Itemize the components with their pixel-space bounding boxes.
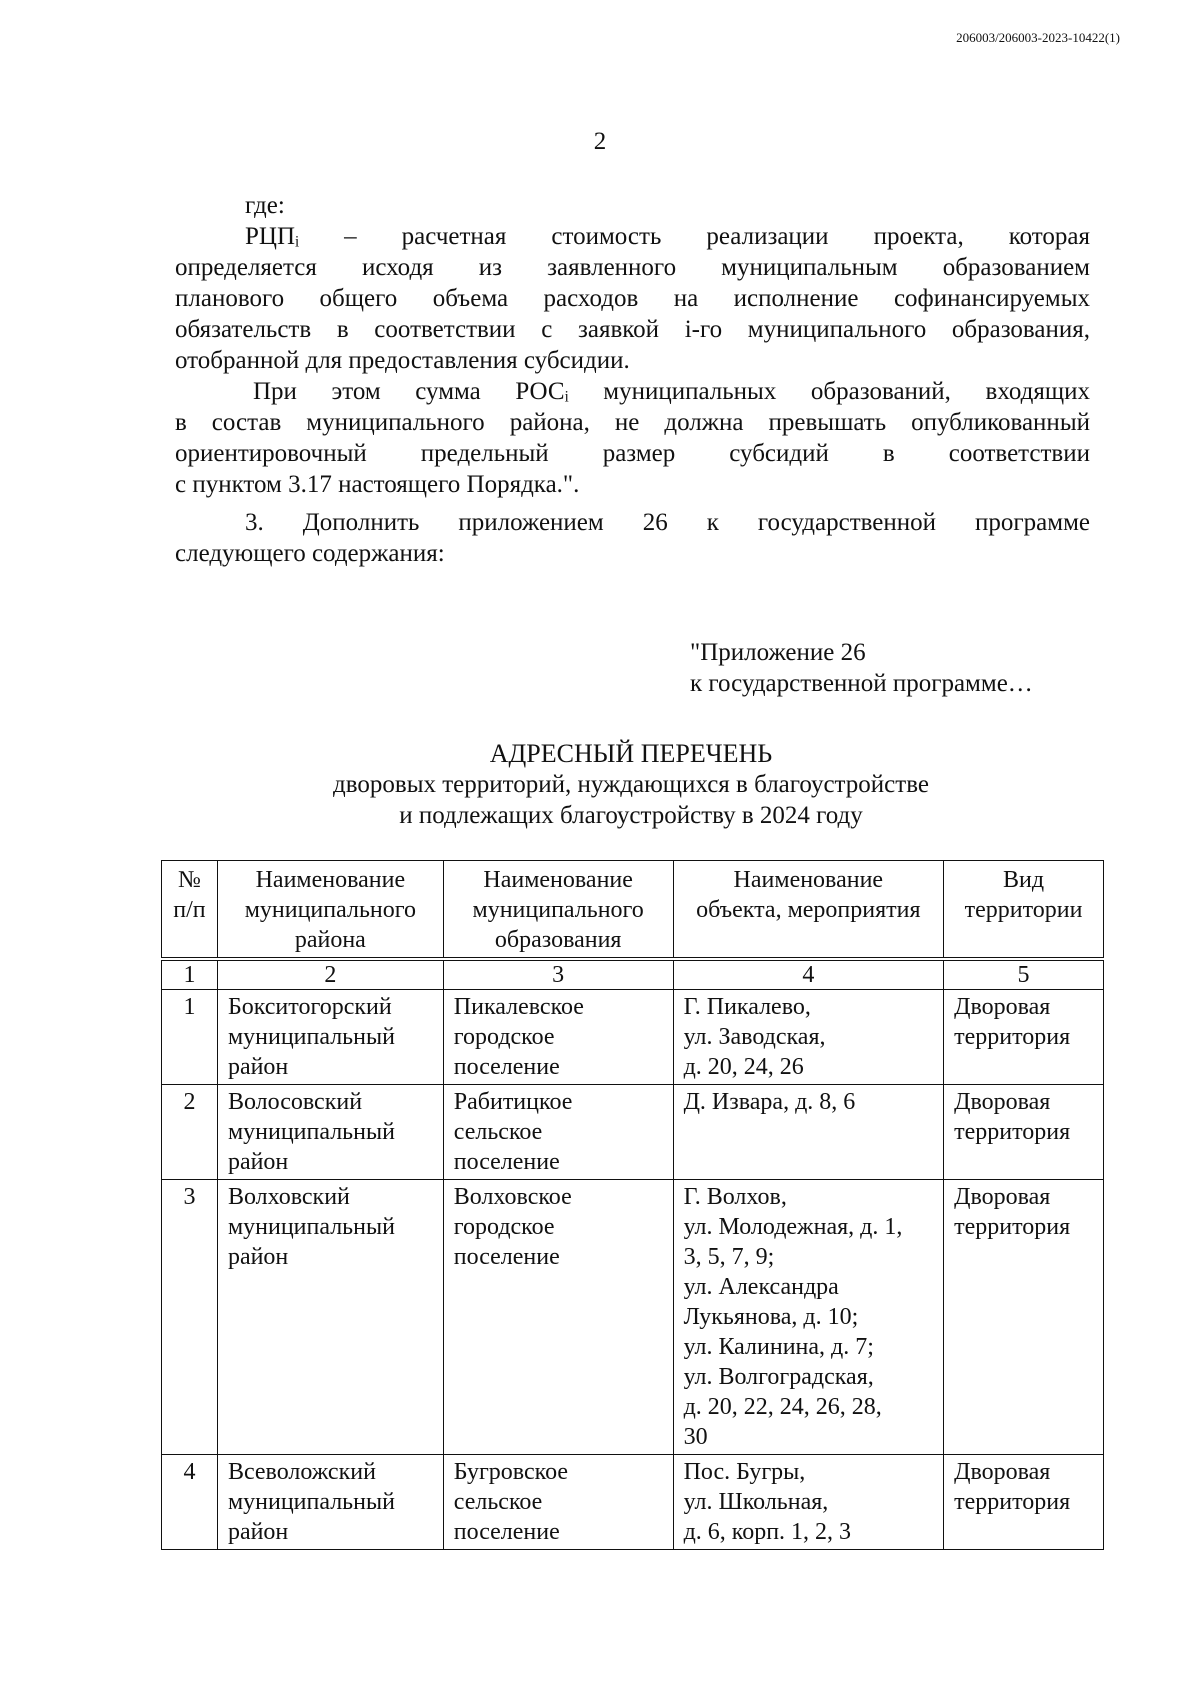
text-line: планового общего объема расходов на исполнение софинансируемых (175, 285, 1090, 312)
header-text: образования (494, 927, 622, 953)
cell-text-line: городское (453, 1024, 555, 1050)
cell-text-line: ул. Калинина, д. 7; (683, 1334, 874, 1360)
cell-text-line: территория (954, 1024, 1071, 1050)
cell-object (673, 1180, 944, 1455)
header-text: п/п (173, 897, 206, 923)
cell-text-line: муниципальный (227, 1119, 395, 1145)
cell-text-line: д. 20, 22, 24, 26, 28, (683, 1394, 882, 1420)
header-text: района (294, 927, 366, 953)
cell-text-line: муниципальный (227, 1214, 395, 1240)
table-row (162, 990, 1104, 1085)
cell-district (217, 1180, 443, 1455)
cell-text-line: территория (954, 1489, 1071, 1515)
cell-text-line: муниципальный (227, 1024, 395, 1050)
appendix-note (690, 637, 1033, 699)
header-number (162, 861, 218, 960)
header-text: Наименование (255, 867, 406, 893)
cell-text-line: Волосовский (227, 1089, 363, 1115)
cell-text-line: Волховский (227, 1184, 350, 1210)
cell-text-line: поселение (453, 1244, 560, 1270)
cell-text-line: Д. Извара, д. 8, 6 (683, 1089, 856, 1115)
item-3-paragraph (175, 507, 1090, 569)
title-subtitle: и подлежащих благоустройству в 2024 году (399, 802, 863, 829)
cell-text-line: Дворовая (954, 1184, 1051, 1210)
where-label: где: (245, 192, 285, 219)
cell-text-line: Пикалевское (453, 994, 584, 1020)
cell-text-line: Дворовая (954, 1459, 1051, 1485)
cell-text-line: д. 6, корп. 1, 2, 3 (683, 1519, 852, 1545)
cell-district (217, 990, 443, 1085)
cell-territory-type (944, 990, 1104, 1085)
cell-number: 4 (162, 1455, 218, 1550)
cell-text-line: Пос. Бугры, (683, 1459, 806, 1485)
header-type (944, 861, 1104, 960)
column-number: 2 (217, 959, 443, 990)
header-district (217, 861, 443, 960)
column-number: 3 (443, 959, 673, 990)
cell-text-line: район (227, 1519, 289, 1545)
header-text: Наименование (483, 867, 633, 893)
text-line: следующего содержания: (175, 540, 445, 567)
cell-text-line: Рабитицкое (453, 1089, 573, 1115)
text-line: определяется исходя из заявленного муниципальным образованием (175, 254, 1090, 281)
cell-text-line: ул. Волгоградская, (683, 1364, 874, 1390)
table-row (162, 1455, 1104, 1550)
cell-text-line: территория (954, 1214, 1071, 1240)
cell-text-line: Всеволожский (227, 1459, 376, 1485)
table-row (162, 1180, 1104, 1455)
cell-object (673, 1085, 944, 1180)
document-id: 206003/206003-2023-10422(1) (956, 30, 1120, 45)
appendix-note-line: к государственной программе… (690, 670, 1033, 697)
cell-text-line: 30 (683, 1424, 708, 1450)
cell-text-line: ул. Молодежная, д. 1, (683, 1214, 903, 1240)
text-line: отобранной для предоставления субсидии. (175, 347, 630, 374)
cell-text-line: Г. Пикалево, (683, 994, 811, 1020)
cell-text-line: сельское (453, 1119, 543, 1145)
cell-text-line: территория (954, 1119, 1071, 1145)
cell-text-line: поселение (453, 1149, 560, 1175)
text-line: При этом сумма РОСᵢ муниципальных образований, входящих (253, 378, 1090, 405)
header-object (673, 861, 944, 960)
cell-object (673, 990, 944, 1085)
header-municipality (443, 861, 673, 960)
cell-text-line: городское (453, 1214, 555, 1240)
table-row (162, 1085, 1104, 1180)
text-line: РЦПᵢ – расчетная стоимость реализации проекта, которая (245, 223, 1090, 250)
address-list-table (161, 860, 1104, 1550)
cell-district (217, 1085, 443, 1180)
text-line: обязательств в соответствии с заявкой i-го муниципального образования, (175, 316, 1090, 343)
cell-text-line: поселение (453, 1054, 560, 1080)
cell-object (673, 1455, 944, 1550)
cell-municipality (443, 990, 673, 1085)
cell-text-line: ул. Александра (683, 1274, 839, 1300)
cell-territory-type (944, 1455, 1104, 1550)
header-text: Вид (1003, 867, 1045, 893)
cell-text-line: сельское (453, 1489, 543, 1515)
cell-text-line: район (227, 1244, 289, 1270)
cell-text-line: ул. Заводская, (683, 1024, 826, 1050)
header-text: Наименование (733, 867, 884, 893)
cell-municipality (443, 1180, 673, 1455)
cell-municipality (443, 1085, 673, 1180)
ros-paragraph (175, 376, 1090, 500)
cell-number: 1 (162, 990, 218, 1085)
list-title (0, 738, 1200, 831)
cell-text-line: Бокситогорский (227, 994, 392, 1020)
header-text: муниципального (244, 897, 416, 923)
cell-text-line: 3, 5, 7, 9; (683, 1244, 775, 1270)
column-number-row (162, 959, 1104, 990)
text-line: с пунктом 3.17 настоящего Порядка.". (175, 471, 580, 498)
cell-territory-type (944, 1180, 1104, 1455)
column-number: 5 (944, 959, 1104, 990)
cell-text-line: поселение (453, 1519, 560, 1545)
column-number: 1 (162, 959, 218, 990)
header-text: № (178, 867, 201, 893)
title-main: АДРЕСНЫЙ ПЕРЕЧЕНЬ (489, 739, 773, 768)
cell-territory-type (944, 1085, 1104, 1180)
text-line: 3. Дополнить приложением 26 к государственной программе (245, 509, 1090, 536)
cell-text-line: Бугровское (453, 1459, 569, 1485)
text-line: ориентировочный предельный размер субсидий в соответствии (175, 440, 1090, 467)
cell-text-line: Лукьянова, д. 10; (683, 1304, 859, 1330)
cell-text-line: район (227, 1149, 289, 1175)
table-header-row (162, 861, 1104, 960)
cell-text-line: муниципальный (227, 1489, 395, 1515)
cell-text-line: Волховское (453, 1184, 572, 1210)
header-text: муниципального (472, 897, 644, 923)
cell-number: 3 (162, 1180, 218, 1455)
page-number: 2 (593, 128, 607, 155)
appendix-note-line: "Приложение 26 (690, 639, 866, 666)
header-text: территории (964, 897, 1083, 923)
cell-text-line: ул. Школьная, (683, 1489, 829, 1515)
cell-text-line: район (227, 1054, 289, 1080)
cell-text-line: Дворовая (954, 1089, 1051, 1115)
cell-municipality (443, 1455, 673, 1550)
text-line: в состав муниципального района, не должна превышать опубликованный (175, 409, 1090, 436)
title-subtitle: дворовых территорий, нуждающихся в благоустройстве (333, 771, 929, 798)
column-number: 4 (673, 959, 944, 990)
cell-text-line: Г. Волхов, (683, 1184, 787, 1210)
cell-number: 2 (162, 1085, 218, 1180)
rcp-definition (175, 221, 1090, 376)
cell-text-line: д. 20, 24, 26 (683, 1054, 804, 1080)
cell-text-line: Дворовая (954, 994, 1051, 1020)
header-text: объекта, мероприятия (696, 897, 921, 923)
cell-district (217, 1455, 443, 1550)
